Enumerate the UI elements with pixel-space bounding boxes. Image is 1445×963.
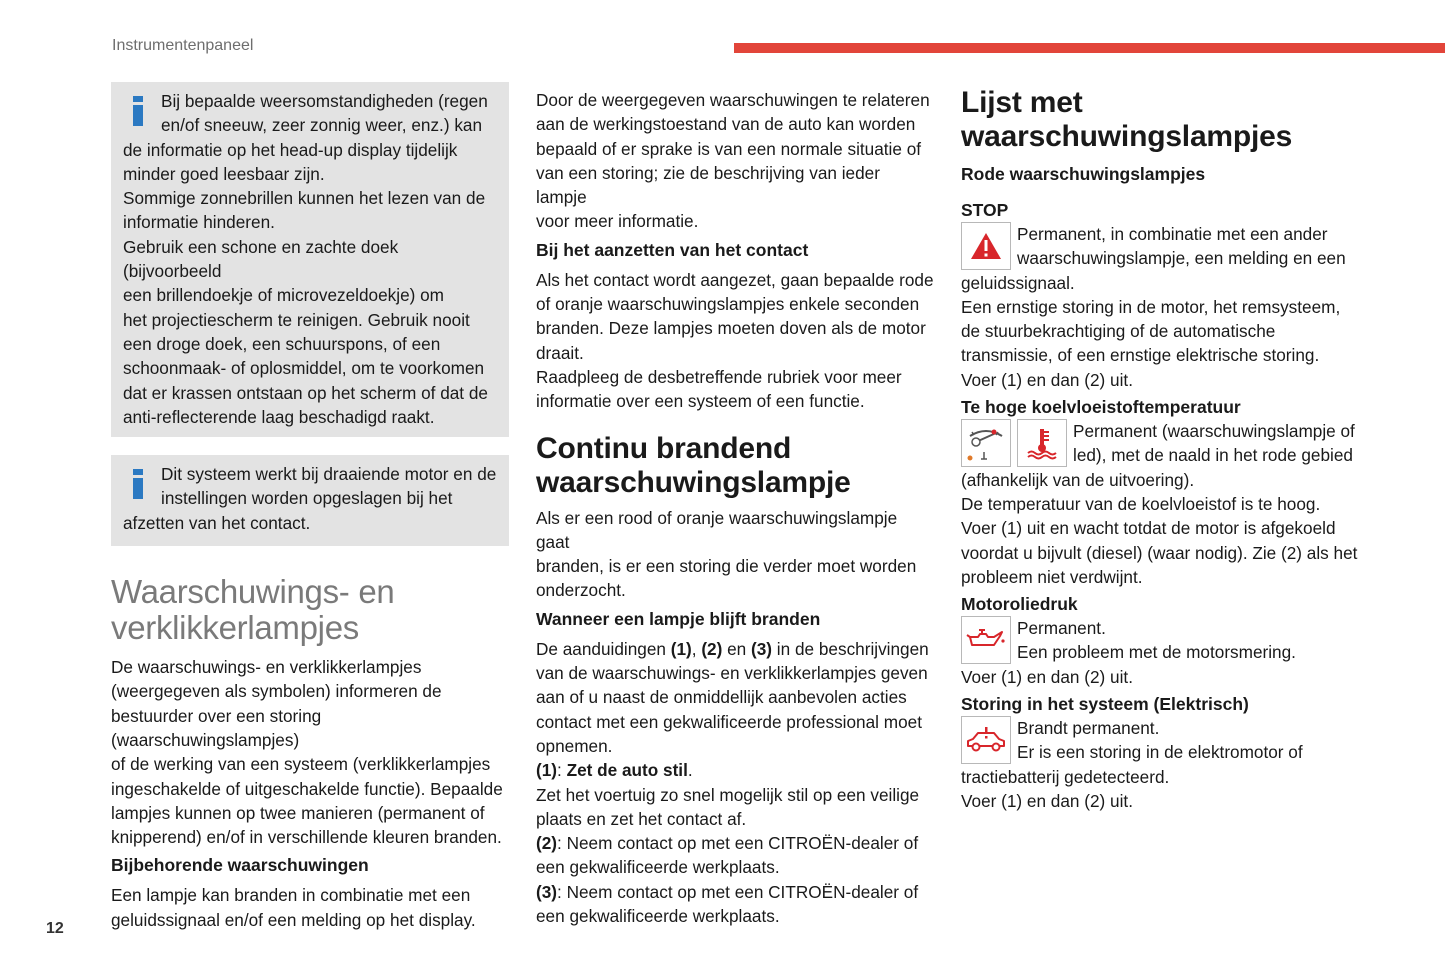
body-line: Er is een storing in de elektromotor of <box>1017 742 1303 763</box>
body-line: Een probleem met de motorsmering. <box>1017 642 1296 663</box>
step-3: (3): Neem contact op met een CITROËN-dealer of <box>536 881 919 902</box>
note1-line: Bij bepaalde weersomstandigheden (regen <box>161 91 488 111</box>
oil-can-icon <box>961 616 1011 664</box>
body-line: een gekwalificeerde werkplaats. <box>536 857 780 878</box>
body-line: lampjes kunnen op twee manieren (permanent of <box>111 802 485 823</box>
body-line: (afhankelijk van de uitvoering). <box>961 469 1195 490</box>
body-line: van de waarschuwings- en verklikkerlampjes geven <box>536 663 928 684</box>
note2-line: afzetten van het contact. <box>123 512 311 533</box>
lamp-electric-system <box>961 716 1361 813</box>
note1-line: minder goed leesbaar zijn. <box>123 163 325 184</box>
column-right <box>961 86 1361 813</box>
body-line: informatie over een systeem of een functie. <box>536 391 865 412</box>
column-middle <box>536 88 934 928</box>
info-icon <box>131 469 145 499</box>
body-line: voordat u bijvult (diesel) (waar nodig). Zie (2) als het <box>961 542 1358 563</box>
body-line: Als er een rood of oranje waarschuwingslampje gaat <box>536 507 898 552</box>
body-line: de stuurbekrachtiging of de automatische <box>961 321 1276 342</box>
body-line: Een lampje kan branden in combinatie met een <box>111 885 471 906</box>
body-line: knipperend) en/of in verschillende kleuren branden. <box>111 827 502 848</box>
subheading: Bij het aanzetten van het contact <box>536 239 809 260</box>
info-note-weather <box>111 82 509 437</box>
body-line: geluidssignaal en/of een melding op het display. <box>111 909 476 930</box>
info-note-system <box>111 455 509 546</box>
body-line: plaats en zet het contact af. <box>536 808 747 829</box>
lamp-stop <box>961 222 1361 392</box>
section-heading: Continu brandend waarschuwingslampje <box>536 431 851 499</box>
body-line: Voer (1) en dan (2) uit. <box>961 790 1133 811</box>
body-line: Voer (1) en dan (2) uit. <box>961 369 1133 390</box>
header-section-title: Instrumentenpaneel <box>112 37 254 54</box>
body-line: led), met de naald in het rode gebied <box>1073 445 1353 466</box>
note1-line: informatie hinderen. <box>123 212 275 233</box>
body-line: van een storing; zie de beschrijving van ieder lampje <box>536 162 880 208</box>
note2-line: Dit systeem werkt bij draaiende motor en de <box>161 464 497 485</box>
body-line: De waarschuwings- en verklikkerlampjes <box>111 657 422 678</box>
note1-line: een droge doek, een schuurspons, of een <box>123 333 441 354</box>
lamp-coolant <box>961 419 1361 589</box>
note1-line: Sommige zonnebrillen kunnen het lezen van de <box>123 188 486 209</box>
section-heading: Waarschuwings- en verklikkerlampjes <box>111 573 395 647</box>
info-icon <box>131 96 145 126</box>
body-line: probleem niet verdwijnt. <box>961 566 1143 587</box>
body-line: Raadpleeg de desbetreffende rubriek voor meer <box>536 366 902 387</box>
section-heading: Lijst met waarschuwingslampjes <box>961 86 1293 153</box>
note2-line: instellingen worden opgeslagen bij het <box>161 488 453 509</box>
note1-line: en/of sneeuw, zeer zonnig weer, enz.) kan <box>161 115 483 136</box>
subheading: Rode waarschuwingslampjes <box>961 164 1206 184</box>
body-line: contact met een gekwalificeerde professional moet <box>536 711 922 732</box>
body-line: aan of u naast de onmiddellijk aanbevolen acties <box>536 687 907 708</box>
body-line: Zet het voertuig zo snel mogelijk stil op een veilige <box>536 784 920 805</box>
column-left <box>111 82 509 932</box>
body-line: een gekwalificeerde werkplaats. <box>536 906 780 927</box>
body-line: Als het contact wordt aangezet, gaan bepaalde rode <box>536 269 934 290</box>
warning-triangle-icon <box>961 222 1011 270</box>
body-line: of oranje waarschuwingslampjes enkele seconden <box>536 294 920 315</box>
note1-line: een brillendoekje of microvezeldoekje) om <box>123 285 444 306</box>
lamp-oil-pressure <box>961 616 1361 689</box>
body-line: Brandt permanent. <box>1017 718 1160 739</box>
body-line: branden, is er een storing die verder moet worden <box>536 556 917 577</box>
body-line: waarschuwingslampje, een melding en een <box>1017 248 1346 269</box>
step-1: (1): Zet de auto stil. <box>536 760 693 781</box>
body-line: De temperatuur van de koelvloeistof is te hoog. <box>961 493 1321 514</box>
body-line: Voer (1) uit en wacht totdat de motor is afgekoeld <box>961 518 1336 539</box>
car-warning-icon <box>961 716 1011 764</box>
body-line: De aanduidingen (1), (2) en (3) in de beschrijvingen <box>536 638 929 659</box>
note1-line: de informatie op het head-up display tijdelijk <box>123 139 458 160</box>
body-line: tractiebatterij gedetecteerd. <box>961 766 1170 787</box>
note1-line: dat er krassen ontstaan op het scherm of dat de <box>123 382 488 403</box>
body-line: opnemen. <box>536 735 613 756</box>
body-line: onderzocht. <box>536 580 626 601</box>
body-line: Permanent, in combinatie met een ander <box>1017 224 1328 244</box>
lamp-title-coolant: Te hoge koelvloeistoftemperatuur <box>961 397 1241 418</box>
subheading: Bijbehorende waarschuwingen <box>111 855 369 876</box>
note1-line: anti-reflecterende laag beschadigd raakt. <box>123 406 435 427</box>
body-line: voor meer informatie. <box>536 211 699 232</box>
page-number: 12 <box>46 920 64 937</box>
body-line: Permanent (waarschuwingslampje of <box>1073 421 1355 442</box>
body-line: aan de werkingstoestand van de auto kan worden <box>536 114 916 135</box>
body-line: bestuurder over een storing (waarschuwingslampjes) <box>111 705 322 750</box>
body-line: geluidssignaal. <box>961 272 1075 293</box>
subheading: Wanneer een lampje blijft branden <box>536 608 821 629</box>
body-line: bepaald of er sprake is van een normale situatie of <box>536 138 922 159</box>
note1-line: Gebruik een schone en zachte doek (bijvoorbeeld <box>123 236 399 282</box>
body-line: draait. <box>536 342 584 363</box>
header-accent-bar <box>734 43 1445 53</box>
note1-line: het projectiescherm te reinigen. Gebruik nooit <box>123 309 470 330</box>
lamp-title-oil: Motoroliedruk <box>961 594 1078 615</box>
body-line: (weergegeven als symbolen) informeren de <box>111 681 442 702</box>
lamp-title-stop: STOP <box>961 200 1009 220</box>
coolant-temperature-icon <box>1017 419 1067 467</box>
lamp-title-electric: Storing in het systeem (Elektrisch) <box>961 694 1249 715</box>
temperature-gauge-icon <box>961 419 1011 467</box>
body-line: Door de weergegeven waarschuwingen te relateren <box>536 90 930 110</box>
body-line: transmissie, of een ernstige elektrische storing. <box>961 345 1320 366</box>
note1-line: schoonmaak- of oplosmiddel, om te voorkomen <box>123 358 485 379</box>
body-line: Permanent. <box>1017 618 1106 639</box>
body-line: of de werking van een systeem (verklikkerlampjes <box>111 754 491 775</box>
step-2: (2): Neem contact op met een CITROËN-dealer of <box>536 833 919 854</box>
body-line: Een ernstige storing in de motor, het remsysteem, <box>961 296 1341 317</box>
body-line: Voer (1) en dan (2) uit. <box>961 666 1133 687</box>
body-line: branden. Deze lampjes moeten doven als de motor <box>536 318 926 339</box>
body-line: ingeschakelde of uitgeschakelde functie). Bepaalde <box>111 778 503 799</box>
